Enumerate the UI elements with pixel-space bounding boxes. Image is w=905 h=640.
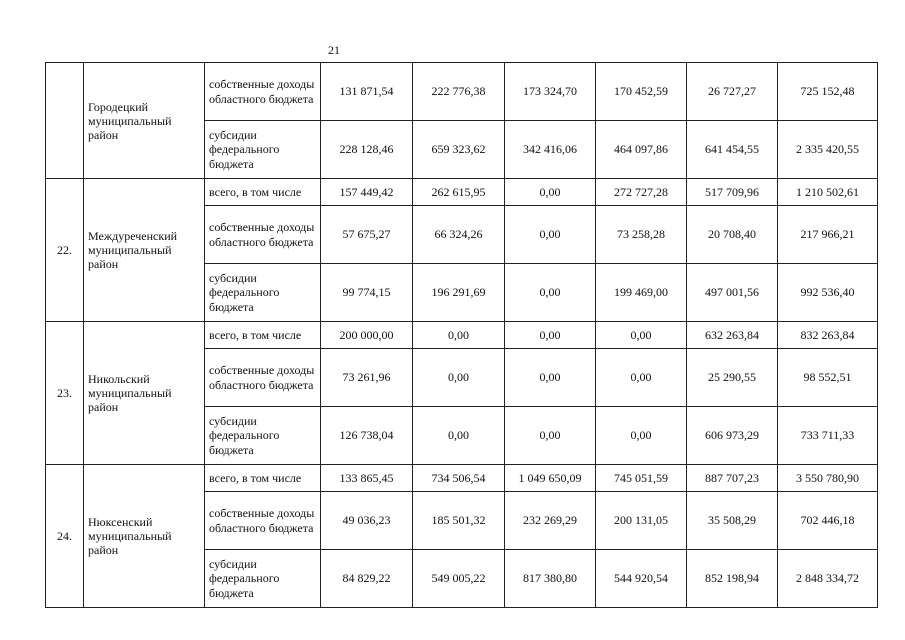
value-cell: 84 829,22 [321,550,413,608]
value-cell: 464 097,86 [596,121,687,179]
total-cell: 3 550 780,90 [778,465,878,492]
value-cell: 0,00 [505,322,596,349]
value-cell: 0,00 [505,179,596,206]
funding-type-cell: субсидии федерального бюджета [205,264,321,322]
value-cell: 0,00 [413,349,505,407]
value-cell: 0,00 [596,322,687,349]
funding-type-cell: собственные доходы областного бюджета [205,206,321,264]
funding-type-cell: всего, в том числе [205,465,321,492]
value-cell: 342 416,06 [505,121,596,179]
value-cell: 200 000,00 [321,322,413,349]
funding-type-cell: субсидии федерального бюджета [205,550,321,608]
row-number-cell: 22. [46,179,84,322]
value-cell: 606 973,29 [687,407,778,465]
value-cell: 185 501,32 [413,492,505,550]
value-cell: 228 128,46 [321,121,413,179]
value-cell: 99 774,15 [321,264,413,322]
value-cell: 26 727,27 [687,63,778,121]
value-cell: 0,00 [505,264,596,322]
value-cell: 157 449,42 [321,179,413,206]
value-cell: 200 131,05 [596,492,687,550]
funding-type-cell: всего, в том числе [205,322,321,349]
value-cell: 745 051,59 [596,465,687,492]
page-number: 21 [328,43,340,57]
value-cell: 0,00 [505,349,596,407]
value-cell: 66 324,26 [413,206,505,264]
table-row [46,179,878,206]
district-name-cell: Междуреченский муниципальный район [84,179,205,322]
value-cell: 170 452,59 [596,63,687,121]
value-cell: 632 263,84 [687,322,778,349]
value-cell: 131 871,54 [321,63,413,121]
value-cell: 852 198,94 [687,550,778,608]
value-cell: 0,00 [596,349,687,407]
value-cell: 517 709,96 [687,179,778,206]
funding-type-cell: всего, в том числе [205,179,321,206]
value-cell: 49 036,23 [321,492,413,550]
total-cell: 702 446,18 [778,492,878,550]
value-cell: 549 005,22 [413,550,505,608]
table-row [46,322,878,349]
value-cell: 272 727,28 [596,179,687,206]
value-cell: 0,00 [413,322,505,349]
row-number-cell: 24. [46,465,84,608]
funding-type-cell: субсидии федерального бюджета [205,407,321,465]
value-cell: 0,00 [413,407,505,465]
value-cell: 133 865,45 [321,465,413,492]
value-cell: 1 049 650,09 [505,465,596,492]
total-cell: 832 263,84 [778,322,878,349]
value-cell: 0,00 [505,407,596,465]
funding-type-cell: собственные доходы областного бюджета [205,63,321,121]
value-cell: 126 738,04 [321,407,413,465]
district-name-cell: Никольский муниципальный район [84,322,205,465]
district-name-cell: Городецкий муниципальный район [84,63,205,179]
value-cell: 0,00 [596,407,687,465]
value-cell: 232 269,29 [505,492,596,550]
value-cell: 0,00 [505,206,596,264]
value-cell: 544 920,54 [596,550,687,608]
value-cell: 57 675,27 [321,206,413,264]
funding-type-cell: собственные доходы областного бюджета [205,492,321,550]
value-cell: 817 380,80 [505,550,596,608]
value-cell: 35 508,29 [687,492,778,550]
total-cell: 1 210 502,61 [778,179,878,206]
value-cell: 641 454,55 [687,121,778,179]
budget-table [45,62,878,608]
value-cell: 222 776,38 [413,63,505,121]
value-cell: 734 506,54 [413,465,505,492]
district-name-cell: Нюксенский муниципальный район [84,465,205,608]
total-cell: 733 711,33 [778,407,878,465]
funding-type-cell: собственные доходы областного бюджета [205,349,321,407]
value-cell: 199 469,00 [596,264,687,322]
value-cell: 262 615,95 [413,179,505,206]
value-cell: 196 291,69 [413,264,505,322]
value-cell: 887 707,23 [687,465,778,492]
total-cell: 217 966,21 [778,206,878,264]
funding-type-cell: субсидии федерального бюджета [205,121,321,179]
value-cell: 73 261,96 [321,349,413,407]
value-cell: 20 708,40 [687,206,778,264]
value-cell: 73 258,28 [596,206,687,264]
value-cell: 659 323,62 [413,121,505,179]
value-cell: 173 324,70 [505,63,596,121]
row-number-cell [46,63,84,179]
table-row [46,63,878,121]
row-number-cell: 23. [46,322,84,465]
total-cell: 992 536,40 [778,264,878,322]
total-cell: 98 552,51 [778,349,878,407]
total-cell: 725 152,48 [778,63,878,121]
total-cell: 2 335 420,55 [778,121,878,179]
total-cell: 2 848 334,72 [778,550,878,608]
table-row [46,465,878,492]
value-cell: 25 290,55 [687,349,778,407]
value-cell: 497 001,56 [687,264,778,322]
